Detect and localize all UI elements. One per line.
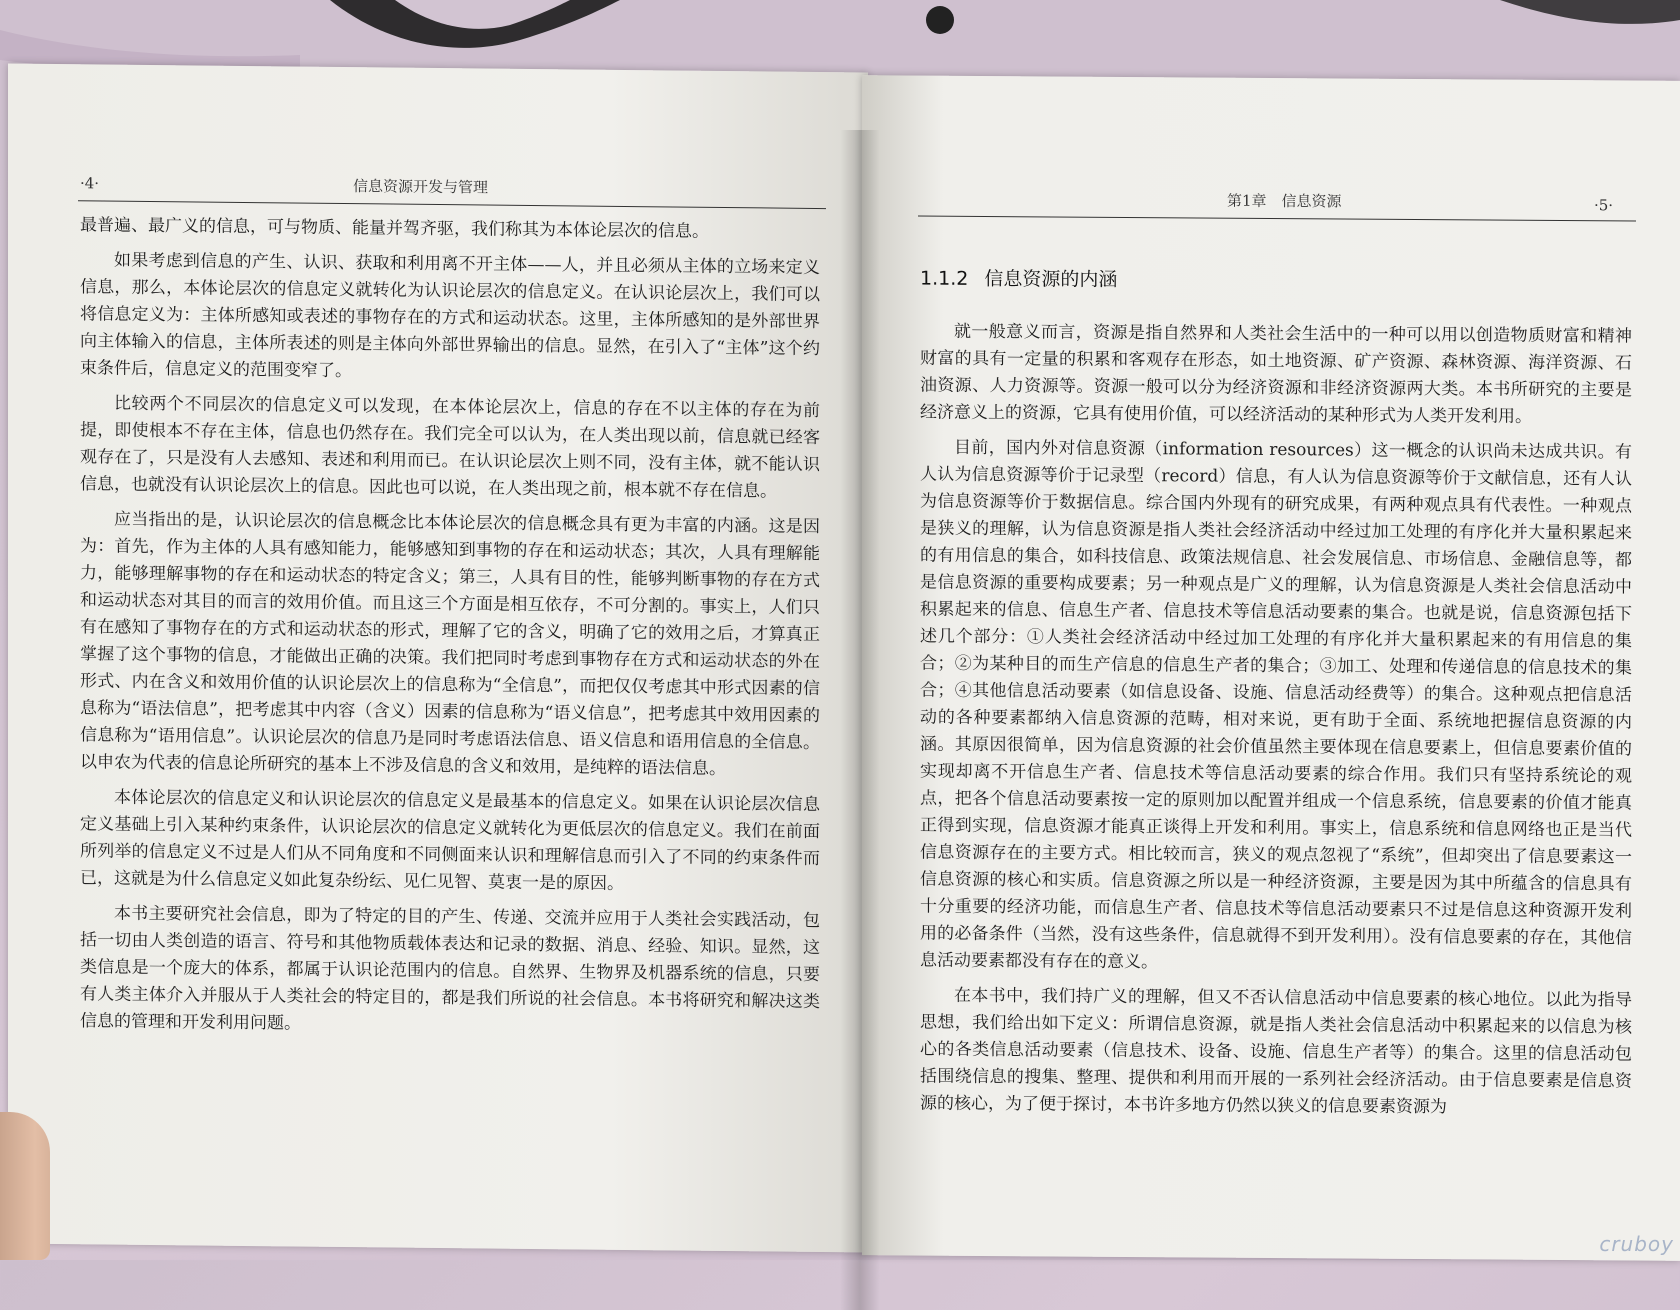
right-page-number: ·5·	[1594, 196, 1614, 215]
paragraph: 目前，国内外对信息资源（information resources）这一概念的认识尚未达成共识。有人认为信息资源等价于记录型（record）信息，有人认为信息资源等价于文献信息，还有人认为信息资源等价于数据信息。综合国内外现有的研究成果，有两种观点具有代表性。一种观点是狭义的理解，认为信息资源是指人类社会经济活动中经过加工处理的有序化并大量积累起来的有用信息的集合，如科技信息、政策法规信息、社会发展信息、市场信息、金融信息等，都是信息资源的重要构成要素；另一种观点是广义的理解，认为信息资源是人类社会信息活动中积累起来的信息、信息生产者、信息技术等信息活动要素的集合。也就是说，信息资源包括下述几个部分：①人类社会经济活动中经过加工处理的有序化并大量积累起来的有用信息的集合；②为某种目的而生产信息的信息生产者的集合；③加工、处理和传递信息的信息技术的集合；④其他信息活动要素（如信息设备、设施、信息活动经费等）的集合。这种观点把信息活动的各种要素都纳入信息资源的范畴，相对来说，更有助于全面、系统地把握信息资源的内涵。其原因很简单，因为信息资源的社会价值虽然主要体现在信息要素上，但信息要素价值的实现却离不开信息生产者、信息技术等信息活动要素的综合作用。我们只有坚持系统论的观点，把各个信息活动要素按一定的原则加以配置并组成一个信息系统，信息要素的价值才能真正得到实现，信息资源才能真正谈得上开发和利用。事实上，信息系统和信息网络也正是当代信息资源存在的主要方式。相比较而言，狭义的观点忽视了“系统”，但却突出了信息要素这一信息资源的核心和实质。信息资源之所以是一种经济资源，主要是因为其中所蕴含的信息具有十分重要的经济功能，而信息生产者、信息技术等信息活动要素只不过是信息这种资源开发利用的必备条件（当然，没有这些条件，信息就得不到开发利用）。没有信息要素的存在，其他信息活动要素都没有存在的意义。	[920, 437, 1632, 973]
right-body	[920, 319, 1632, 1123]
paragraph: 本体论层次的信息定义和认识论层次的信息定义是最基本的信息定义。如果在认识论层次信息定义基础上引入某种约束条件，认识论层次的信息定义就转化为更低层次的信息定义。我们在前面所列举的信息定义不过是人们从不同角度和不同侧面来认识和理解信息而引入了不同的约束条件而已，这就是为什么信息定义如此复杂纷纭、见仁见智、莫衷一是的原因。	[80, 787, 820, 894]
watermark: cruboy	[1599, 1232, 1674, 1256]
paragraph: 本书主要研究社会信息，即为了特定的目的产生、传递、交流并应用于人类社会实践活动，包括一切由人类创造的语言、符号和其他物质载体表达和记录的数据、消息、经验、知识。显然，这类信息是一个庞大的体系，都属于认识论范围内的信息。自然界、生物界及机器系统的信息，只要有人类主体介入并服从于人类社会的特定目的，都是我们所说的社会信息。本书将研究和解决这类信息的管理和开发利用问题。	[80, 903, 820, 1034]
right-header-rule	[918, 216, 1636, 222]
section-title: 信息资源的内涵	[984, 267, 1118, 291]
section-number: 1.1.2	[920, 267, 969, 290]
paragraph: 比较两个不同层次的信息定义可以发现，在本体论层次上，信息的存在不以主体的存在为前提，即使根本不存在主体，信息也仍然存在。我们完全可以认为，在人类出现以前，信息就已经客观存在了，只是没有人去感知、表述和利用而已。在认识论层次上则不同，没有主体，就不能认识信息，也就没有认识论层次上的信息。因此也可以说，在人类出现之前，根本就不存在信息。	[80, 393, 820, 502]
left-running-title: 信息资源开发与管理	[353, 177, 489, 197]
paragraph: 在本书中，我们持广义的理解，但又不否认信息活动中信息要素的核心地位。以此为指导思想，我们给出如下定义：所谓信息资源，就是指人类社会信息活动中积累起来的以信息为核心的各类信息活动要素（信息技术、设备、设施、信息生产者等）的集合。这里的信息活动包括围绕信息的搜集、整理、提供和利用而开展的一系列社会经济活动。由于信息要素是信息资源的核心，为了便于探讨，本书许多地方仍然以狭义的信息要素资源为	[920, 985, 1632, 1118]
thumb	[0, 1112, 50, 1260]
left-header-rule	[78, 200, 826, 209]
right-page	[862, 75, 1680, 1261]
left-page-number: ·4·	[80, 174, 100, 193]
book-spine-shadow	[840, 130, 880, 1310]
right-running-title: 第1章 信息资源	[1227, 191, 1342, 211]
paragraph: 如果考虑到信息的产生、认识、获取和利用离不开主体——人，并且必须从主体的立场来定义信息，那么，本体论层次的信息定义就转化为认识论层次的信息定义。在认识论层次上，我们可以将信息定义为：主体所感知或表述的事物存在的方式和运动状态。这里，主体所感知的是外部世界向主体输入的信息，主体所表述的则是主体向外部世界输出的信息。显然，在引入了“主体”这个约束条件后，信息定义的范围变窄了。	[80, 250, 820, 382]
paragraph: 就一般意义而言，资源是指自然界和人类社会生活中的一种可以用以创造物质财富和精神财富的具有一定量的积累和客观存在形态，如土地资源、矿产资源、森林资源、海洋资源、石油资源、人力资源等。资源一般可以分为经济资源和非经济资源两大类。本书所研究的主要是经济意义上的资源，它具有使用价值，可以经济活动的某种形式为人类开发利用。	[920, 321, 1632, 427]
paragraph: 最普遍、最广义的信息，可与物质、能量并驾齐驱，我们称其为本体论层次的信息。	[80, 215, 709, 242]
left-body	[80, 212, 820, 1043]
left-page	[8, 63, 868, 1252]
section-heading	[920, 264, 1117, 292]
paragraph: 应当指出的是，认识论层次的信息概念比本体论层次的信息概念具有更为丰富的内涵。这是因为：首先，作为主体的人具有感知能力，能够感知到事物的存在和运动状态；其次，人具有理解能力，能够理解事物的存在和运动状态的特定含义；第三，人具有目的性，能够判断事物的存在方式和运动状态对其目的而言的效用价值。而且这三个方面是相互依存，不可分割的。事实上，人们只有在感知了事物存在的方式和运动状态的形式，理解了它的含义，明确了它的效用之后，才算真正掌握了这个事物的信息，才能做出正确的决策。我们把同时考虑到事物存在方式和运动状态的外在形式、内在含义和效用价值的认识论层次上的信息称为“全信息”，而把仅仅考虑其中形式因素的信息称为“语法信息”，把考虑其中内容（含义）因素的信息称为“语义信息”，把考虑其中效用因素的信息称为“语用信息”。认识论层次的信息乃是同时考虑语法信息、语义信息和语用信息的全信息。以申农为代表的信息论所研究的基本上不涉及信息的含义和效用，是纯粹的语法信息。	[80, 509, 820, 780]
open-book	[0, 60, 1680, 1260]
